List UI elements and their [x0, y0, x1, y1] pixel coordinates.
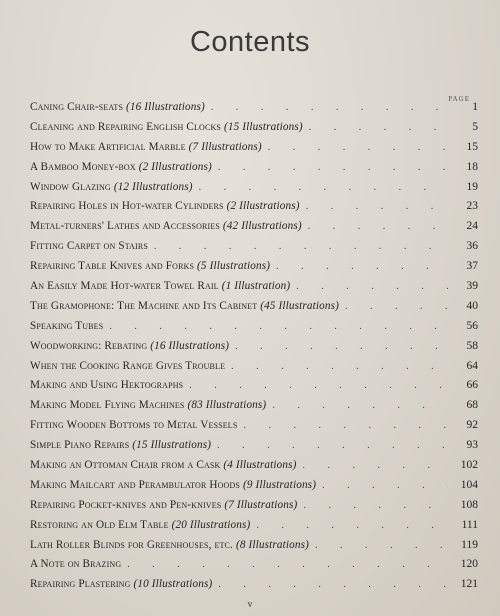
entry-page-number: 119: [461, 538, 478, 551]
entry-page-number: 121: [460, 578, 478, 591]
entry-title-text: Simple Piano Repairs: [30, 439, 130, 452]
entry-title: [30, 200, 300, 212]
entry-title-text: Window Glazing: [30, 180, 111, 193]
entry-title: [30, 260, 270, 272]
dot-leader: [217, 440, 448, 451]
entry-title-text: When the Cooking Range Gives Trouble: [30, 359, 226, 372]
entry-title: [30, 360, 225, 372]
entry-title-text: Making Model Flying Machines: [30, 399, 185, 412]
entry-title: [30, 459, 296, 471]
entry-page-number: 5: [472, 120, 478, 133]
contents-entry: [30, 181, 478, 201]
dot-leader: [256, 520, 448, 531]
entry-title-text: Repairing Holes in Hot-water Cylinders: [30, 200, 224, 213]
entry-illustration-count: (20 Illustrations): [171, 518, 251, 531]
dot-leader: [296, 281, 448, 292]
entry-page-number: 58: [466, 339, 478, 352]
entry-illustration-count: (9 Illustrations): [242, 478, 317, 491]
entry-title: [30, 439, 211, 451]
dot-leader: [308, 221, 448, 232]
entry-title: [30, 479, 316, 491]
entry-title: [30, 101, 205, 113]
page-column-label: PAGE: [448, 95, 470, 103]
entry-title-text: Fitting Carpet on Stairs: [30, 240, 148, 253]
entry-page-number: 1: [472, 101, 478, 113]
entry-illustration-count: (1 Illustration): [221, 280, 291, 293]
entry-title: [30, 240, 148, 252]
contents-entry: [30, 340, 478, 360]
dot-leader: [306, 201, 448, 212]
entry-page-number: 104: [460, 478, 478, 491]
entry-illustration-count: (10 Illustrations): [133, 578, 213, 591]
entry-title-text: A Note on Brazing: [30, 558, 122, 571]
entry-illustration-count: (8 Illustrations): [235, 538, 310, 551]
entry-illustration-count: (16 Illustrations): [126, 101, 205, 113]
entry-illustration-count: (45 Illustrations): [260, 299, 340, 312]
entry-title: [30, 558, 121, 570]
dot-leader: [109, 321, 448, 332]
entry-title-text: Making and Using Hektographs: [30, 379, 184, 392]
entry-page-number: 24: [466, 220, 478, 233]
page-number: v: [247, 599, 253, 610]
entry-title-text: The Gramophone: The Machine and Its Cabinet: [30, 299, 258, 312]
entry-title-text: An Easily Made Hot-water Towel Rail: [30, 280, 219, 293]
entry-title-text: Making Mailcart and Perambulator Hoods: [30, 478, 241, 491]
entry-title: [30, 181, 193, 193]
dot-leader: [315, 540, 448, 551]
entry-illustration-count: (5 Illustrations): [197, 260, 271, 273]
entry-page-number: 102: [460, 459, 478, 472]
entry-page-number: 108: [460, 498, 478, 511]
entry-illustration-count: (42 Illustrations): [222, 220, 302, 233]
entry-title: [30, 161, 212, 173]
entry-illustration-count: (83 Illustrations): [187, 399, 267, 412]
dot-leader: [154, 241, 448, 252]
contents-entry: [30, 439, 478, 459]
entry-title-text: Lath Roller Blinds for Greenhouses, etc.: [30, 538, 233, 551]
dot-leader: [243, 420, 448, 431]
dot-leader: [322, 480, 448, 491]
entry-illustration-count: (7 Illustrations): [188, 140, 262, 153]
contents-entry: [30, 379, 478, 399]
contents-entry: [30, 320, 478, 340]
page-title: Contents: [189, 26, 311, 58]
dot-leader: [272, 400, 448, 411]
contents-entry: [30, 519, 478, 539]
dot-leader: [235, 341, 448, 352]
entry-illustration-count: (16 Illustrations): [150, 339, 230, 352]
entry-page-number: 37: [466, 260, 478, 273]
entry-title-text: Repairing Table Knives and Forks: [30, 260, 195, 273]
entry-title: [30, 578, 212, 590]
entry-illustration-count: (4 Illustrations): [223, 459, 297, 472]
dot-leader: [189, 380, 448, 391]
entry-illustration-count: (15 Illustrations): [223, 120, 303, 133]
dot-leader: [345, 301, 448, 312]
entry-illustration-count: (2 Illustrations): [226, 200, 300, 213]
contents-entry: [30, 539, 478, 559]
entry-title: [30, 220, 302, 232]
entry-title-text: Repairing Plastering: [30, 578, 131, 591]
contents-entry: [30, 121, 478, 141]
entry-title-text: Repairing Pocket-knives and Pen-knives: [30, 498, 222, 511]
contents-entry: [30, 220, 478, 240]
entry-page-number: 68: [466, 399, 478, 412]
entry-page-number: 40: [466, 299, 478, 312]
entry-title-text: Caning Chair-seats: [30, 101, 124, 113]
dot-leader: [303, 500, 448, 511]
entry-title: [30, 340, 229, 352]
contents-entry: [30, 360, 478, 380]
entry-page-number: 18: [466, 160, 478, 173]
entry-title: [30, 519, 250, 531]
entry-title: [30, 320, 103, 332]
entry-title-text: Woodworking: Rebating: [30, 339, 148, 352]
contents-entry: [30, 141, 478, 161]
contents-entry: [30, 161, 478, 181]
entry-title-text: How to Make Artificial Marble: [30, 140, 186, 153]
contents-entry: [30, 101, 478, 121]
entry-page-number: 56: [466, 319, 478, 332]
entry-illustration-count: (15 Illustrations): [132, 439, 212, 452]
entry-page-number: 92: [466, 419, 478, 432]
contents-entry: [30, 280, 478, 300]
entry-title-text: Making an Ottoman Chair from a Cask: [30, 459, 221, 472]
contents-entry: [30, 419, 478, 439]
entry-title: [30, 399, 266, 411]
contents-entry: [30, 260, 478, 280]
entry-title: [30, 300, 339, 312]
dot-leader: [231, 361, 448, 372]
dot-leader: [211, 102, 448, 113]
dot-leader: [309, 122, 448, 133]
contents-entry: [30, 399, 478, 419]
contents-entry: [30, 479, 478, 499]
contents-entry: [30, 240, 478, 260]
entry-page-number: 23: [466, 200, 478, 213]
entry-page-number: 66: [466, 379, 478, 392]
dot-leader: [218, 162, 448, 173]
contents-entry: [30, 499, 478, 519]
contents-entry: [30, 200, 478, 220]
entry-title-text: Cleaning and Repairing English Clocks: [30, 120, 221, 133]
contents-entry: [30, 558, 478, 578]
entry-page-number: 39: [466, 280, 478, 293]
entry-illustration-count: (7 Illustrations): [224, 498, 298, 511]
entry-page-number: 15: [466, 140, 478, 153]
contents-entry: [30, 300, 478, 320]
entry-page-number: 19: [466, 180, 478, 193]
entry-title: [30, 141, 262, 153]
entry-title-text: Restoring an Old Elm Table: [30, 518, 169, 531]
dot-leader: [127, 559, 448, 570]
entry-page-number: 36: [466, 240, 478, 253]
entry-illustration-count: (2 Illustrations): [138, 160, 212, 173]
dot-leader: [276, 261, 448, 272]
entry-page-number: 64: [466, 359, 478, 372]
dot-leader: [268, 142, 448, 153]
entry-title: [30, 280, 290, 292]
entry-title: [30, 419, 237, 431]
entry-title: [30, 121, 303, 133]
entry-title: [30, 539, 309, 551]
contents-entry: [30, 578, 478, 598]
entry-title: [30, 499, 297, 511]
contents-entry: [30, 459, 478, 479]
entry-page-number: 111: [461, 518, 478, 531]
dot-leader: [218, 579, 448, 590]
contents-list: [30, 101, 478, 598]
entry-title-text: Metal-turners' Lathes and Accessories: [30, 220, 220, 233]
entry-title-text: A Bamboo Money-box: [30, 160, 136, 173]
entry-page-number: 93: [466, 439, 478, 452]
dot-leader: [199, 182, 448, 193]
entry-illustration-count: (12 Illustrations): [113, 180, 193, 193]
dot-leader: [302, 460, 448, 471]
entry-page-number: 120: [460, 558, 478, 571]
entry-title-text: Speaking Tubes: [30, 319, 104, 332]
entry-title: [30, 379, 183, 391]
entry-title-text: Fitting Wooden Bottoms to Metal Vessels: [30, 419, 238, 432]
